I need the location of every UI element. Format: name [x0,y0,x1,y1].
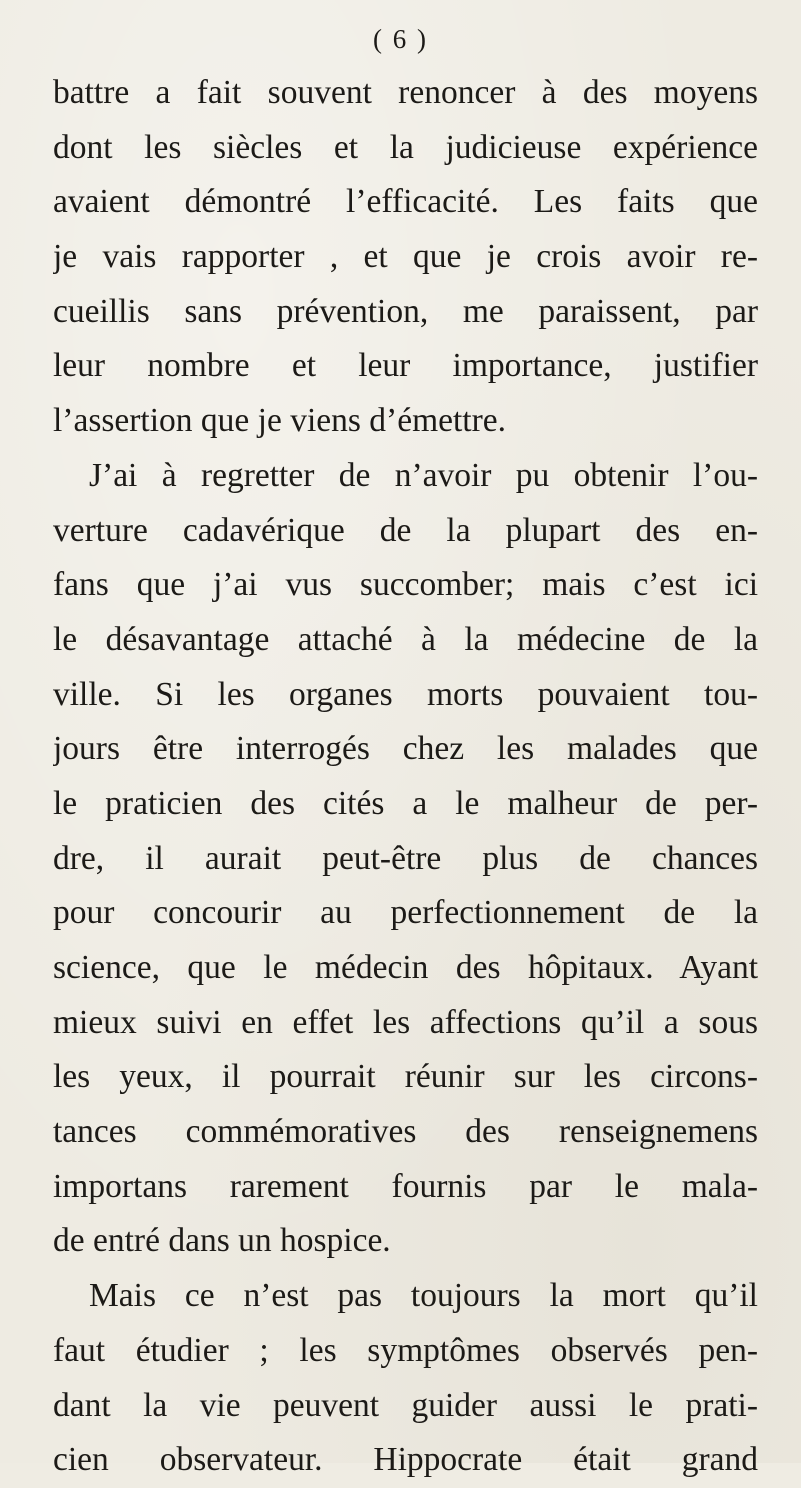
paragraph-start-line: J’ai à regretter de n’avoir pu obtenir l’ou- [89,456,758,494]
body-text [53,66,758,1488]
text-line: faut étudier ; les symptômes observés pen- [53,1331,758,1369]
text-line: cien observateur. Hippocrate était grand [53,1441,758,1479]
text-line: pour concourir au perfectionnement de la [53,894,758,932]
text-line: leur nombre et leur importance, justifier [53,347,758,385]
text-line: avaient démontré l’efficacité. Les faits que [53,183,758,221]
text-line: mieux suivi en effet les affections qu’il a sous [53,1003,758,1041]
text-line: importans rarement fournis par le mala- [53,1167,758,1205]
text-line: fans que j’ai vus succomber; mais c’est ici [53,566,758,604]
text-line: le désavantage attaché à la médecine de la [53,620,758,658]
paragraph-start-line: Mais ce n’est pas toujours la mort qu’il [89,1277,758,1315]
text-line: verture cadavérique de la plupart des en- [53,511,758,549]
text-line: battre a fait souvent renoncer à des moyens [53,74,758,111]
paragraph-end-line: de entré dans un hospice. [53,1222,391,1260]
text-line: dont les siècles et la judicieuse expérience [53,128,758,166]
text-line: dant la vie peuvent guider aussi le prati- [53,1386,758,1424]
text-line: le praticien des cités a le malheur de per- [53,784,758,822]
text-line: les yeux, il pourrait réunir sur les circons- [53,1058,758,1096]
page-number: ( 6 ) [373,24,428,54]
text-line: cueillis sans prévention, me paraissent, par [53,292,758,330]
paragraph-end-line: l’assertion que je viens d’émettre. [53,402,507,440]
text-line: tances commémoratives des renseignemens [53,1113,758,1151]
text-line: jours être interrogés chez les malades que [53,730,758,768]
text-line: je vais rapporter , et que je crois avoir re- [53,238,758,276]
text-line: dre, il aurait peut-être plus de chances [53,839,758,877]
text-line: ville. Si les organes morts pouvaient tou- [53,675,758,713]
text-line: science, que le médecin des hôpitaux. Ayant [53,949,758,986]
